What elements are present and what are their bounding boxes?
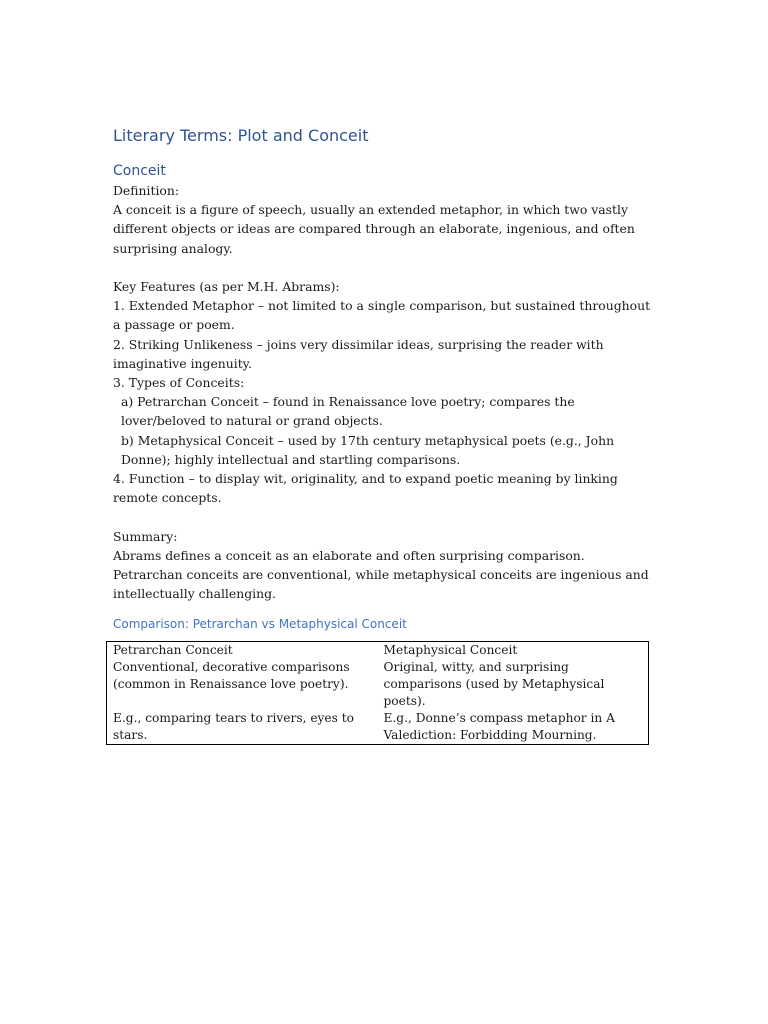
spacer <box>113 507 653 526</box>
key-features-label: Key Features (as per M.H. Abrams): <box>113 279 340 294</box>
table-row <box>107 710 649 745</box>
spacer <box>113 258 653 277</box>
table-cell: Conventional, decorative comparisons (common in Renaissance love poetry). <box>113 660 350 691</box>
subtype-item: b) Metaphysical Conceit – used by 17th century metaphysical poets (e.g., John Donne); highly intellectual and startling comparisons. <box>121 432 615 467</box>
definition-text: A conceit is a figure of speech, usually an extended metaphor, in which two vastly different objects or ideas are compared through an elaborate, ingenious, and often surprising analogy. <box>113 202 635 256</box>
table-row <box>107 642 649 660</box>
table-cell: E.g., Donne’s compass metaphor in A Valediction: Forbidding Mourning. <box>383 711 615 742</box>
subtype-item: a) Petrarchan Conceit – found in Renaissance love poetry; compares the lover/beloved to natural or grand objects. <box>121 394 575 429</box>
definition-label: Definition: <box>113 183 180 198</box>
document-body <box>113 125 653 635</box>
summary-text: Abrams defines a conceit as an elaborate and often surprising comparison. Petrarchan conceits are conventional, while metaphysical conceits are ingenious and intellectually challenging. <box>113 547 649 602</box>
section-heading: Conceit <box>113 163 166 179</box>
table-cell: Original, witty, and surprising comparisons (used by Metaphysical poets). <box>383 660 605 708</box>
table-header-cell: Metaphysical Conceit <box>383 643 518 657</box>
summary-label: Summary: <box>113 528 178 544</box>
feature-item: 3. Types of Conceits: <box>113 375 245 391</box>
table-row <box>107 659 649 710</box>
feature-item: 1. Extended Metaphor – not limited to a single comparison, but sustained throughout a passage or poem. <box>113 298 651 333</box>
feature-item: 2. Striking Unlikeness – joins very dissimilar ideas, surprising the reader with imaginative ingenuity. <box>113 336 604 371</box>
table-cell: E.g., comparing tears to rivers, eyes to stars. <box>113 711 354 742</box>
comparison-table <box>106 641 649 745</box>
table-header-cell: Petrarchan Conceit <box>113 643 233 657</box>
comparison-heading: Comparison: Petrarchan vs Metaphysical Conceit <box>113 617 407 632</box>
page-title: Literary Terms: Plot and Conceit <box>113 126 369 145</box>
feature-item: 4. Function – to display wit, originality, and to expand poetic meaning by linking remote concepts. <box>113 471 618 506</box>
